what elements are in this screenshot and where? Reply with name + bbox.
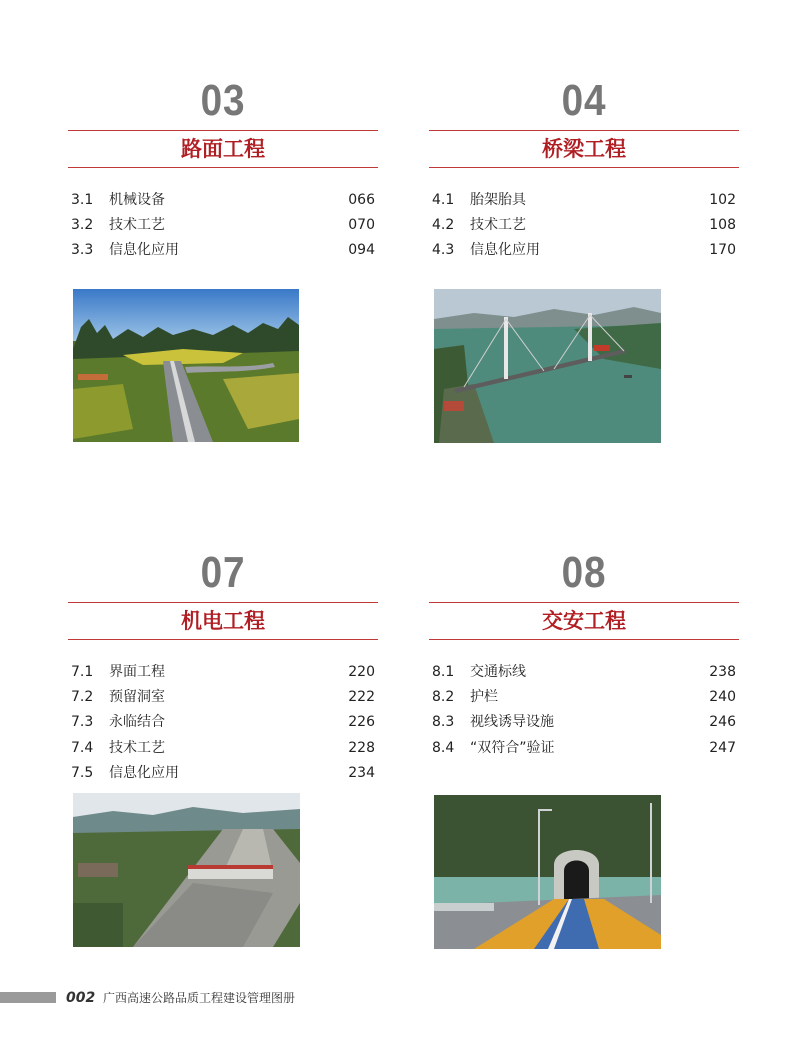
toc-list <box>68 660 378 786</box>
entry-title: 技术工艺 <box>109 739 165 756</box>
section-04 <box>429 76 739 264</box>
toc-list <box>429 660 739 761</box>
toc-entry[interactable] <box>68 761 378 786</box>
entry-title: 机械设备 <box>109 192 165 208</box>
entry-page: 226 <box>348 714 375 731</box>
entry-number: 3.2 <box>71 217 94 234</box>
section-title: 机电工程 <box>68 602 378 640</box>
entry-number: 7.1 <box>71 664 94 680</box>
toc-entry[interactable] <box>429 238 739 263</box>
toll-plaza-photo <box>73 793 300 947</box>
entry-number: 7.2 <box>71 689 94 706</box>
tunnel-road-photo <box>434 795 661 949</box>
entry-title: 技术工艺 <box>109 217 165 234</box>
highway-aerial-photo <box>73 289 299 442</box>
toc-entry[interactable] <box>68 685 378 710</box>
entry-page: 102 <box>709 192 736 208</box>
entry-page: 066 <box>348 192 375 208</box>
toc-entry[interactable] <box>429 660 739 685</box>
toc-entry[interactable] <box>68 213 378 238</box>
toc-entry[interactable] <box>429 188 739 213</box>
section-number: 08 <box>561 548 607 597</box>
entry-page: 247 <box>709 739 736 756</box>
entry-number: 7.3 <box>71 714 94 731</box>
section-number: 03 <box>200 76 246 125</box>
entry-page: 246 <box>709 714 736 731</box>
footer-bar <box>0 992 56 1003</box>
entry-page: 234 <box>348 764 375 781</box>
entry-title: 交通标线 <box>470 664 526 680</box>
entry-page: 170 <box>709 242 736 259</box>
toc-entry[interactable] <box>68 660 378 685</box>
entry-page: 228 <box>348 739 375 756</box>
entry-page: 108 <box>709 217 736 234</box>
section-08 <box>429 548 739 761</box>
toc-entry[interactable] <box>429 685 739 710</box>
entry-title: 护栏 <box>470 689 498 706</box>
toc-list <box>429 188 739 264</box>
entry-number: 8.1 <box>432 664 455 680</box>
bridge-aerial-photo <box>434 289 661 443</box>
entry-title: 预留洞室 <box>109 689 165 706</box>
entry-title: 视线诱导设施 <box>470 714 554 731</box>
entry-page: 222 <box>348 689 375 706</box>
entry-number: 3.3 <box>71 242 94 259</box>
section-title: 桥梁工程 <box>429 130 739 168</box>
toc-entry[interactable] <box>68 188 378 213</box>
entry-page: 238 <box>709 664 736 680</box>
entry-number: 8.2 <box>432 689 455 706</box>
section-title: 路面工程 <box>68 130 378 168</box>
section-title: 交安工程 <box>429 602 739 640</box>
entry-title: 技术工艺 <box>470 217 526 234</box>
entry-title: 胎架胎具 <box>470 192 526 208</box>
section-number: 07 <box>200 548 246 597</box>
toc-entry[interactable] <box>68 710 378 735</box>
entry-title: 界面工程 <box>109 664 165 680</box>
entry-number: 8.3 <box>432 714 455 731</box>
section-number: 04 <box>561 76 607 125</box>
entry-number: 7.4 <box>71 739 94 756</box>
entry-number: 3.1 <box>71 192 94 208</box>
entry-number: 4.2 <box>432 217 455 234</box>
page-number: 002 <box>66 990 96 1006</box>
entry-page: 094 <box>348 242 375 259</box>
entry-title: 永临结合 <box>109 714 165 731</box>
toc-entry[interactable] <box>429 213 739 238</box>
toc-entry[interactable] <box>68 238 378 263</box>
entry-page: 240 <box>709 689 736 706</box>
section-07 <box>68 548 378 786</box>
entry-title: “双符合”验证 <box>470 739 555 756</box>
entry-title: 信息化应用 <box>109 242 179 259</box>
toc-entry[interactable] <box>68 736 378 761</box>
entry-page: 220 <box>348 664 375 680</box>
entry-title: 信息化应用 <box>109 764 179 781</box>
toc-entry[interactable] <box>429 710 739 735</box>
entry-number: 7.5 <box>71 764 94 781</box>
entry-page: 070 <box>348 217 375 234</box>
entry-title: 信息化应用 <box>470 242 540 259</box>
entry-number: 4.1 <box>432 192 455 208</box>
section-03 <box>68 76 378 264</box>
toc-entry[interactable] <box>429 736 739 761</box>
toc-list <box>68 188 378 264</box>
page-footer <box>0 988 790 1008</box>
entry-number: 8.4 <box>432 739 455 756</box>
entry-number: 4.3 <box>432 242 455 259</box>
book-title: 广西高速公路品质工程建设管理图册 <box>103 991 296 1005</box>
